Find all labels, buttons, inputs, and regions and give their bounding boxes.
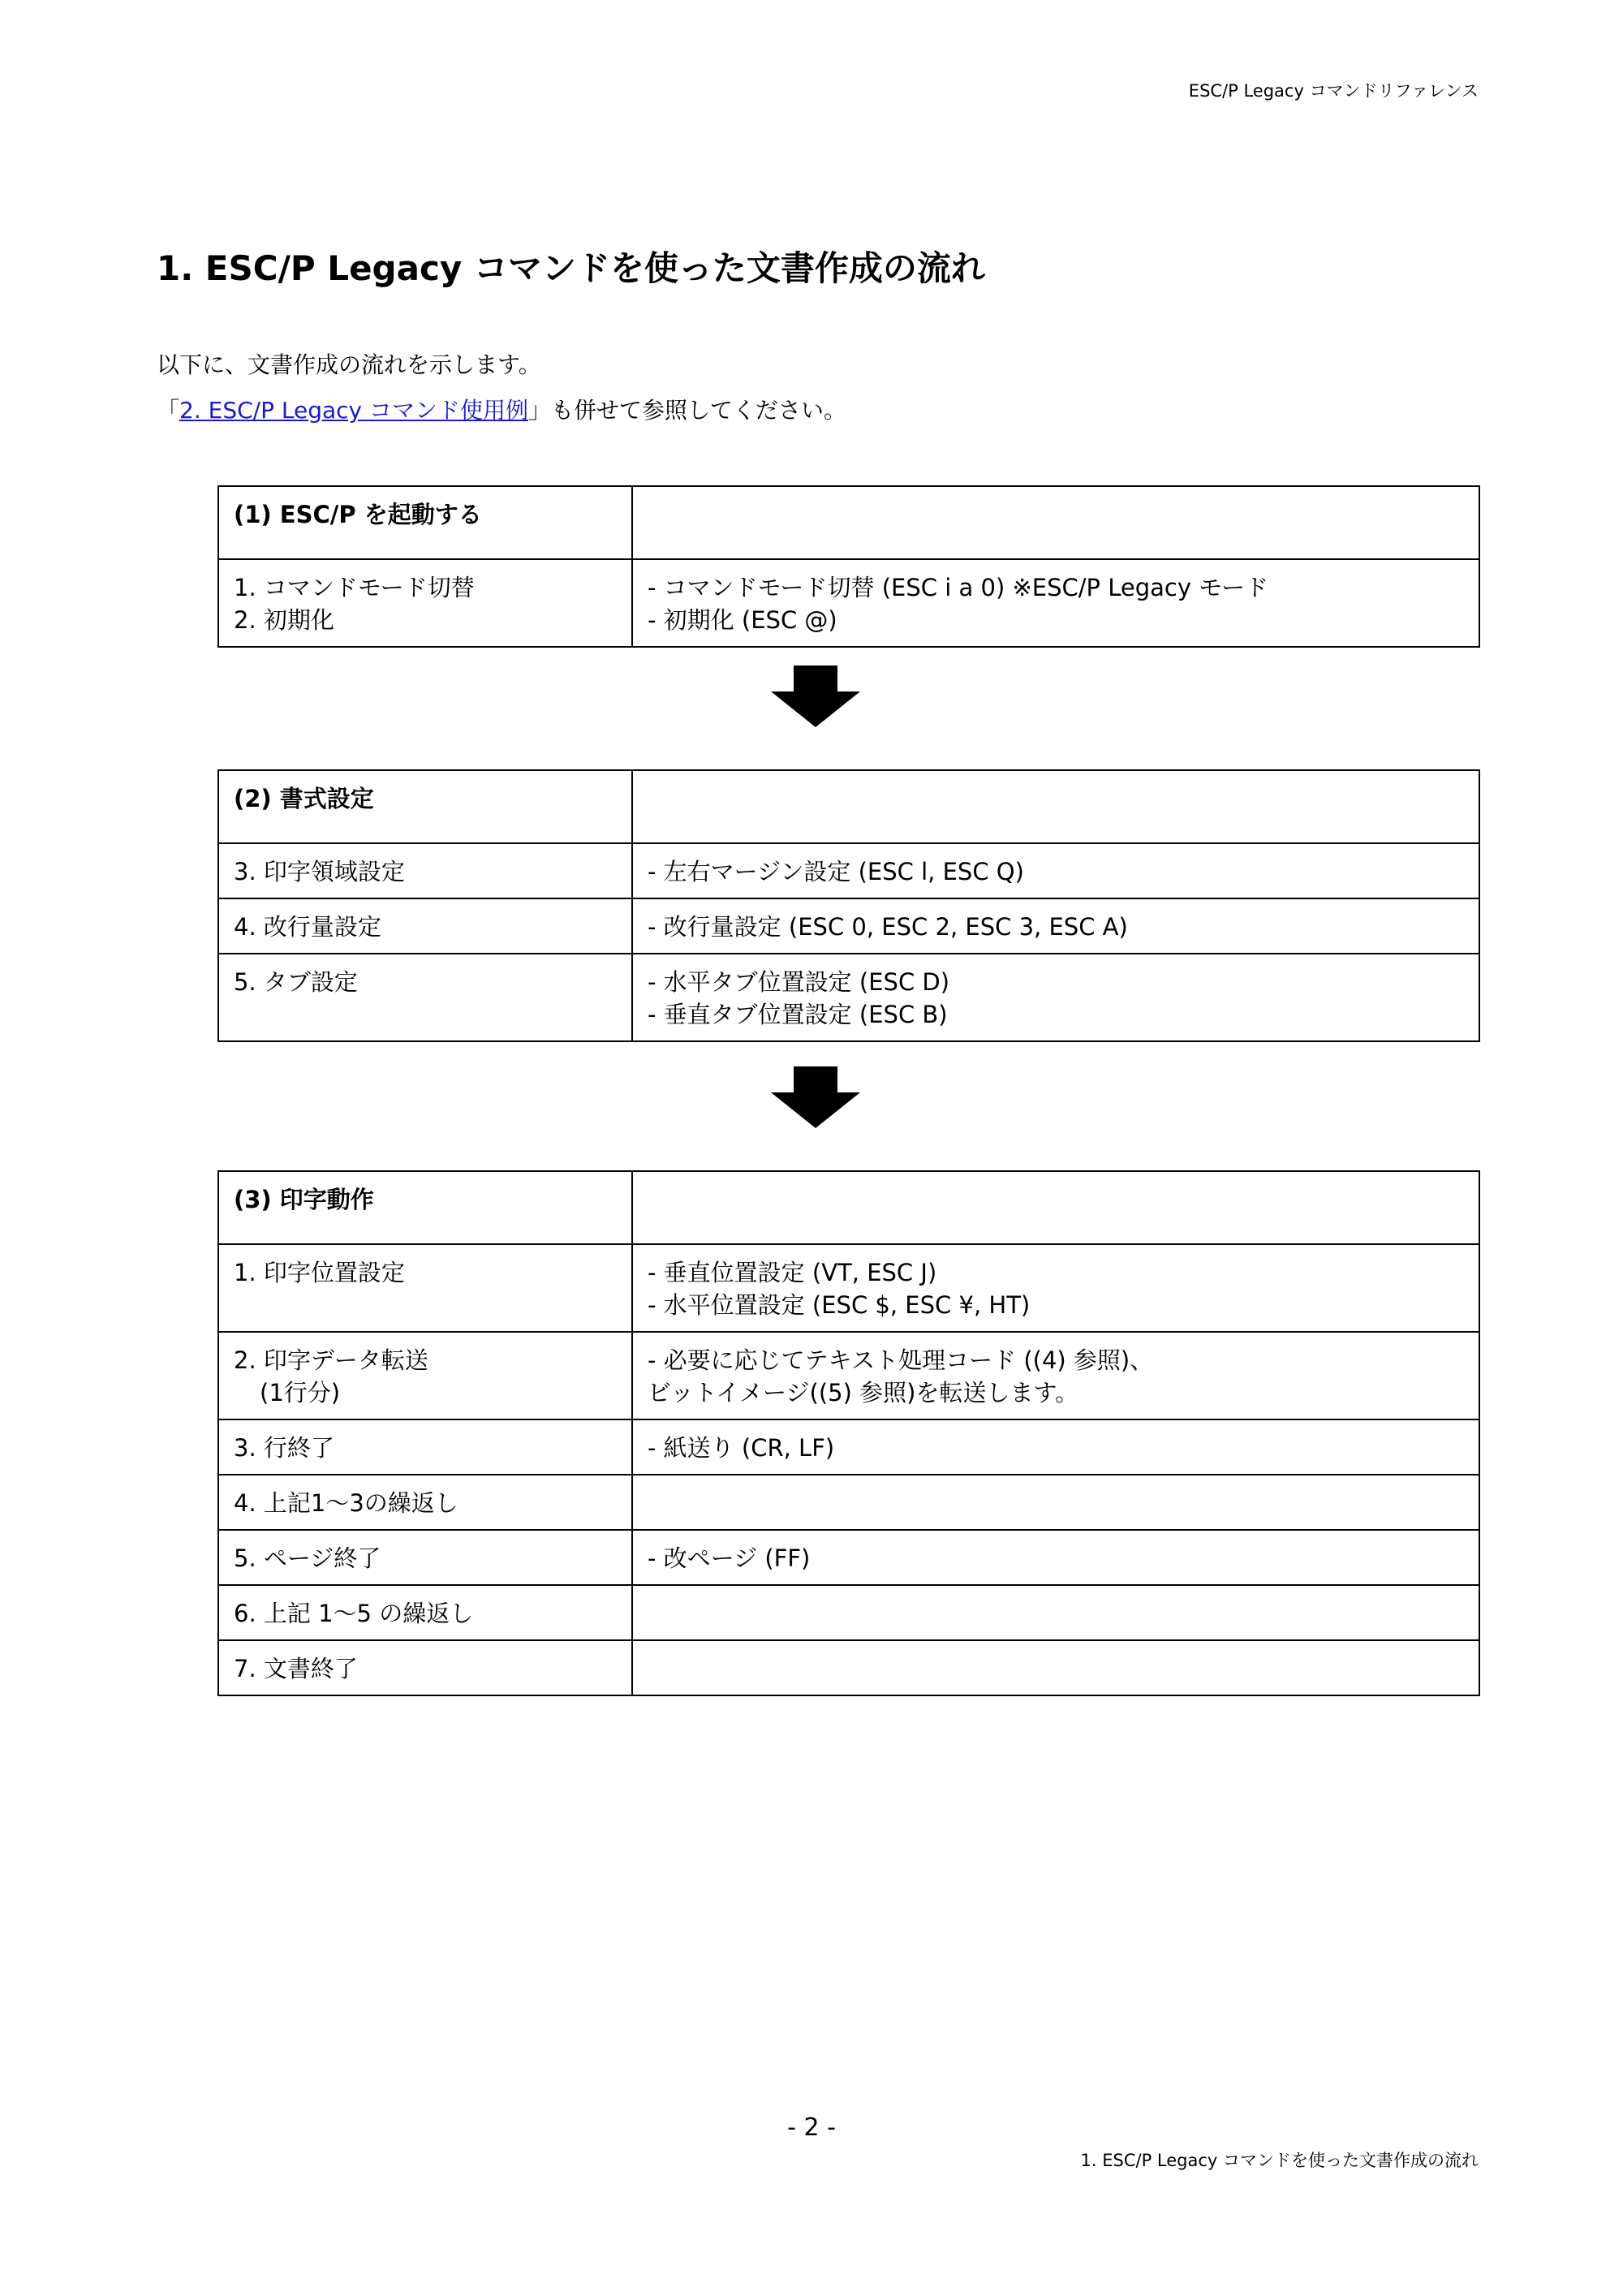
table-row <box>218 843 1479 898</box>
section-heading-empty <box>632 1171 1479 1244</box>
step-label: 4. 改行量設定 <box>234 913 381 941</box>
section-heading: (1) ESC/P を起動する <box>218 486 632 559</box>
step-label: 2. 印字データ転送 <box>234 1346 428 1374</box>
command-text: - 紙送り (CR, LF) <box>648 1434 835 1462</box>
page-number: - 2 - <box>787 2113 836 2142</box>
command-text: - 初期化 (ESC @) <box>648 606 837 634</box>
step-label: 7. 文書終了 <box>234 1655 358 1682</box>
table-row <box>218 1640 1479 1695</box>
intro-reference <box>157 393 846 425</box>
step-cell <box>218 1475 632 1530</box>
running-header: ESC/P Legacy コマンドリファレンス <box>1188 81 1479 101</box>
section-heading-empty <box>632 770 1479 843</box>
command-text: - 必要に応じてテキスト処理コード ((4) 参照)、 <box>648 1346 1154 1374</box>
command-cell <box>632 1332 1479 1419</box>
down-arrow-icon <box>771 1066 860 1128</box>
command-cell <box>632 1585 1479 1640</box>
command-cell <box>632 1640 1479 1695</box>
step-label: 3. 印字領域設定 <box>234 858 405 885</box>
command-text: - 水平位置設定 (ESC $, ESC ¥, HT) <box>648 1291 1031 1319</box>
flow-table-format-settings <box>217 769 1480 1042</box>
step-cell <box>218 1244 632 1332</box>
reference-link[interactable]: 2. ESC/P Legacy コマンド使用例 <box>179 397 528 424</box>
command-text: - 垂直位置設定 (VT, ESC J) <box>648 1259 937 1286</box>
table-row <box>218 1475 1479 1530</box>
command-text: ビットイメージ((5) 参照)を転送します。 <box>648 1379 1079 1406</box>
section-heading: (2) 書式設定 <box>218 770 632 843</box>
step-label: 5. ページ終了 <box>234 1544 381 1572</box>
table-row <box>218 559 1479 647</box>
step-cell <box>218 1332 632 1419</box>
command-text: - 垂直タブ位置設定 (ESC B) <box>648 1001 948 1028</box>
step-label: (1行分) <box>260 1379 341 1406</box>
table-row <box>218 898 1479 954</box>
command-cell <box>632 1530 1479 1585</box>
command-cell <box>632 898 1479 954</box>
step-cell <box>218 559 632 647</box>
step-label: 2. 初期化 <box>234 606 334 634</box>
step-label: 6. 上記 1～5 の繰返し <box>234 1600 474 1627</box>
table-row <box>218 1244 1479 1332</box>
command-text: - 改行量設定 (ESC 0, ESC 2, ESC 3, ESC A) <box>648 913 1128 941</box>
table-row <box>218 1419 1479 1475</box>
step-cell <box>218 954 632 1041</box>
step-cell <box>218 898 632 954</box>
command-text: - コマンドモード切替 (ESC i a 0) ※ESC/P Legacy モード <box>648 574 1269 601</box>
command-cell <box>632 1475 1479 1530</box>
command-cell <box>632 559 1479 647</box>
running-footer: 1. ESC/P Legacy コマンドを使った文書作成の流れ <box>1080 2151 1479 2170</box>
step-cell <box>218 1419 632 1475</box>
page-title: 1. ESC/P Legacy コマンドを使った文書作成の流れ <box>157 248 985 288</box>
command-text: - 改ページ (FF) <box>648 1544 811 1572</box>
step-label: 3. 行終了 <box>234 1434 334 1462</box>
command-text: - 水平タブ位置設定 (ESC D) <box>648 968 950 996</box>
table-row <box>218 954 1479 1041</box>
step-label: 1. コマンドモード切替 <box>234 574 475 601</box>
intro-reference-rest: 」も併せて参照してください。 <box>528 397 847 424</box>
step-cell <box>218 1640 632 1695</box>
flow-table-print-operation <box>217 1170 1480 1696</box>
command-cell <box>632 1419 1479 1475</box>
command-text: - 左右マージン設定 (ESC l, ESC Q) <box>648 858 1024 885</box>
step-cell <box>218 1530 632 1585</box>
table-row <box>218 1585 1479 1640</box>
step-cell <box>218 1585 632 1640</box>
intro-text: 以下に、文書作成の流れを示します。 <box>157 351 541 378</box>
command-cell <box>632 843 1479 898</box>
step-label: 4. 上記1～3の繰返し <box>234 1489 458 1517</box>
table-row <box>218 1332 1479 1419</box>
command-cell <box>632 954 1479 1041</box>
bracket-open: 「 <box>157 397 180 424</box>
section-heading-empty <box>632 486 1479 559</box>
table-row <box>218 1530 1479 1585</box>
down-arrow-icon <box>771 666 860 727</box>
step-label: 1. 印字位置設定 <box>234 1259 405 1286</box>
step-cell <box>218 843 632 898</box>
flow-table-start-escp <box>217 485 1480 648</box>
section-heading: (3) 印字動作 <box>218 1171 632 1244</box>
step-label: 5. タブ設定 <box>234 968 358 996</box>
command-cell <box>632 1244 1479 1332</box>
